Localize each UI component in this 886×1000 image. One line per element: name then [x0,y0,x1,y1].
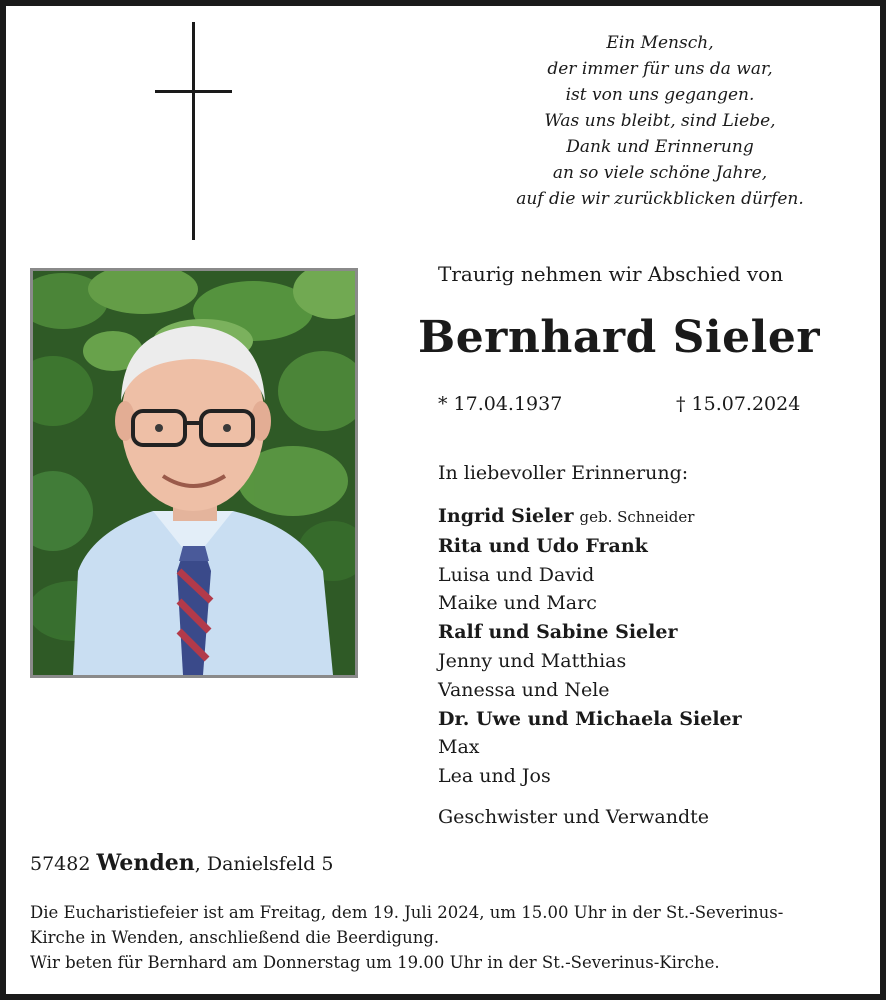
postal-code: 57482 [30,853,91,875]
family-member-name: Dr. Uwe und Michaela Sieler [438,707,742,730]
family-member [438,676,742,705]
town-name: Wenden [96,850,195,876]
family-member-name: Rita und Udo Frank [438,534,648,557]
family-member [438,762,742,791]
street-address: , Danielsfeld 5 [194,853,334,875]
family-member [438,618,742,647]
poem-line: ist von uns gegangen. [565,85,755,105]
poem-line: Was uns bleibt, sind Liebe, [544,111,776,131]
family-member-name: Lea und Jos [438,765,551,788]
poem-line: Ein Mensch, [606,33,714,53]
family-member [438,647,742,676]
family-member [438,733,742,762]
family-member [438,532,742,561]
family-member-name: Maike und Marc [438,592,597,615]
poem-line: auf die wir zurückblicken dürfen. [516,189,804,209]
birth-date: * 17.04.1937 [438,393,563,415]
family-member-name: Ingrid Sieler [438,505,574,527]
service-line: Die Eucharistiefeier ist am Freitag, dem 19. Juli 2024, um 15.00 Uhr in der St.-Severinus- [30,903,784,922]
poem-line: an so viele schöne Jahre, [552,163,768,183]
portrait-photo [30,268,358,678]
family-address [30,850,333,876]
farewell-intro: Traurig nehmen wir Abschied von [438,262,784,286]
cross-icon [155,22,233,242]
maiden-name: geb. Schneider [579,508,695,526]
deceased-name: Bernhard Sieler [418,312,820,363]
service-notice [30,900,860,975]
relatives-line: Geschwister und Verwandte [438,806,709,828]
family-member-name: Vanessa und Nele [438,678,610,701]
death-date: † 15.07.2024 [676,393,801,415]
family-member-name: Luisa und David [438,563,595,586]
service-line: Wir beten für Bernhard am Donnerstag um 19.00 Uhr in der St.-Severinus-Kirche. [30,953,720,972]
service-line: Kirche in Wenden, anschließend die Beerdigung. [30,928,440,947]
family-member [438,705,742,734]
family-member-name: Max [438,736,480,759]
family-member [438,561,742,590]
poem-line: der immer für uns da war, [547,59,773,79]
poem-line: Dank und Erinnerung [566,137,754,157]
family-member [438,589,742,618]
memory-heading: In liebevoller Erinnerung: [438,462,689,484]
family-member-name: Jenny und Matthias [438,649,627,672]
family-member [438,502,742,532]
family-member-name: Ralf und Sabine Sieler [438,621,678,644]
family-list [438,502,742,791]
memorial-poem [460,30,860,212]
